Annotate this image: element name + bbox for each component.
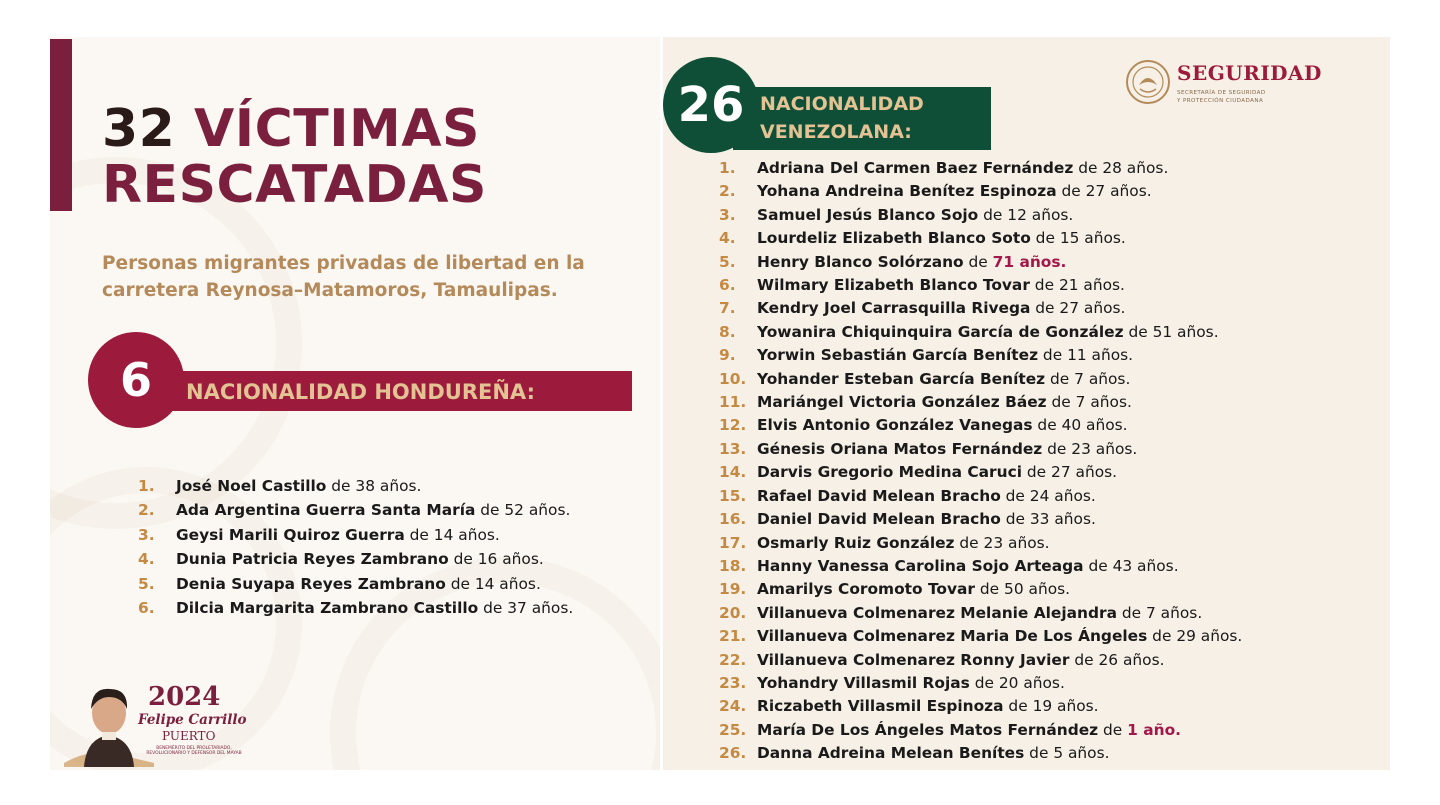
list-item bbox=[719, 344, 1242, 367]
victim-name: Adriana Del Carmen Baez Fernández bbox=[757, 159, 1074, 177]
list-item bbox=[719, 297, 1242, 320]
victim-age: 19 años bbox=[1032, 697, 1094, 716]
victim-name: Villanueva Colmenarez Maria De Los Ángeles bbox=[757, 627, 1148, 646]
item-number: 23. bbox=[719, 673, 747, 692]
logo-caption: BENEMÉRITO DEL PROLETARIADO, REVOLUCIONARIO Y DEFENSOR DEL MAYAB bbox=[146, 746, 242, 757]
list-item bbox=[719, 368, 1242, 391]
age-prefix: de bbox=[1032, 416, 1062, 435]
victim-name: Osmarly Ruiz González bbox=[757, 533, 955, 552]
victim-name: Hanny Vanessa Carolina Sojo Arteaga bbox=[757, 556, 1084, 575]
victim-name: Lourdeliz Elizabeth Blanco Soto bbox=[757, 229, 1031, 248]
victim-total-count: 32 bbox=[102, 99, 176, 159]
victim-age: 43 años bbox=[1112, 556, 1174, 575]
age-suffix: . bbox=[1122, 416, 1128, 435]
list-item bbox=[138, 474, 573, 498]
item-number: 6. bbox=[138, 599, 155, 618]
age-prefix: de bbox=[1022, 463, 1052, 482]
felipe-carrillo-puerto-logo bbox=[62, 677, 262, 767]
victim-name: Mariángel Victoria González Báez bbox=[757, 393, 1047, 412]
victim-name: Elvis Antonio González Vanegas bbox=[757, 416, 1033, 435]
right-panel bbox=[663, 37, 1390, 770]
age-prefix: de bbox=[445, 574, 475, 593]
age-suffix: . bbox=[1125, 369, 1131, 388]
victim-name: Geysi Marili Quiroz Guerra bbox=[176, 525, 405, 544]
age-suffix: . bbox=[1146, 182, 1152, 201]
age-prefix: de bbox=[1045, 369, 1075, 388]
title-accent-bar bbox=[50, 39, 72, 211]
item-number: 8. bbox=[719, 322, 736, 341]
victim-age: 26 años bbox=[1098, 650, 1160, 669]
victim-age: 16 años bbox=[477, 550, 539, 569]
list-item bbox=[138, 596, 573, 620]
victim-name: José Noel Castillo bbox=[176, 477, 327, 495]
honduras-victim-list bbox=[138, 474, 573, 620]
list-item bbox=[138, 523, 573, 547]
victim-age: 50 años bbox=[1004, 580, 1066, 599]
age-prefix: de bbox=[1024, 744, 1054, 763]
item-number: 4. bbox=[719, 229, 736, 248]
age-suffix: . bbox=[1120, 229, 1126, 248]
victim-name: Villanueva Colmenarez Ronny Javier bbox=[757, 650, 1070, 669]
age-suffix: . bbox=[1093, 697, 1099, 716]
list-item bbox=[719, 695, 1242, 718]
victim-name: Darvis Gregorio Medina Caruci bbox=[757, 463, 1022, 482]
victim-name: Wilmary Elizabeth Blanco Tovar bbox=[757, 276, 1030, 295]
left-panel bbox=[50, 37, 660, 770]
seguridad-logo-subtitle-2: Y PROTECCIÓN CIUDADANA bbox=[1177, 98, 1264, 104]
item-number: 4. bbox=[138, 550, 155, 569]
victim-name: Rafael David Melean Bracho bbox=[757, 486, 1001, 505]
victim-name: Ada Argentina Guerra Santa María bbox=[176, 501, 476, 520]
victim-age: 12 años bbox=[1007, 205, 1069, 224]
item-number: 5. bbox=[138, 574, 155, 593]
victim-age: 5 años bbox=[1053, 744, 1105, 763]
victim-age: 24 años bbox=[1029, 486, 1091, 505]
victim-name: Dilcia Margarita Zambrano Castillo bbox=[176, 599, 479, 618]
victim-age: 7 años bbox=[1075, 393, 1127, 412]
item-number: 6. bbox=[719, 276, 736, 295]
age-suffix: . bbox=[1060, 252, 1067, 271]
victim-age: 40 años bbox=[1061, 416, 1123, 435]
age-prefix: de bbox=[1073, 159, 1103, 177]
age-suffix: . bbox=[1104, 744, 1110, 763]
age-suffix: . bbox=[1090, 510, 1096, 529]
item-number: 16. bbox=[719, 510, 747, 529]
victim-age: 23 años bbox=[1071, 439, 1133, 458]
age-suffix: . bbox=[1132, 439, 1138, 458]
age-prefix: de bbox=[1038, 346, 1068, 365]
victim-age: 7 años bbox=[1074, 369, 1126, 388]
list-item bbox=[719, 321, 1242, 344]
age-suffix: . bbox=[1126, 393, 1132, 412]
age-prefix: de bbox=[1003, 697, 1033, 716]
victim-age: 20 años bbox=[998, 673, 1060, 692]
list-item bbox=[719, 157, 1242, 180]
item-number: 2. bbox=[138, 501, 155, 520]
victim-name: Denia Suyapa Reyes Zambrano bbox=[176, 574, 446, 593]
item-number: 13. bbox=[719, 439, 747, 458]
list-item bbox=[719, 649, 1242, 672]
venezuela-label-line1: NACIONALIDAD bbox=[760, 93, 924, 115]
list-item bbox=[719, 414, 1242, 437]
list-item bbox=[719, 274, 1242, 297]
victim-age: 71 años bbox=[992, 252, 1061, 271]
victim-name: Yowanira Chiquinquira García de González bbox=[757, 322, 1124, 341]
age-prefix: de bbox=[326, 477, 356, 495]
victim-name: Danna Adreina Melean Benítes bbox=[757, 744, 1025, 763]
item-number: 11. bbox=[719, 393, 747, 412]
item-number: 22. bbox=[719, 650, 747, 669]
victim-age: 27 años bbox=[1059, 299, 1121, 318]
logo-name-line1: Felipe Carrillo bbox=[138, 712, 247, 728]
age-prefix: de bbox=[1030, 229, 1060, 248]
age-suffix: . bbox=[1173, 556, 1179, 575]
item-number: 1. bbox=[138, 477, 155, 495]
age-prefix: de bbox=[969, 673, 999, 692]
age-prefix: de bbox=[1030, 299, 1060, 318]
age-prefix: de bbox=[475, 501, 505, 520]
age-prefix: de bbox=[1042, 439, 1072, 458]
item-number: 14. bbox=[719, 463, 747, 482]
age-prefix: de bbox=[1123, 322, 1153, 341]
victim-age: 11 años bbox=[1067, 346, 1129, 365]
age-prefix: de bbox=[1083, 556, 1113, 575]
victim-age: 38 años bbox=[355, 477, 417, 495]
list-item bbox=[138, 547, 573, 571]
item-number: 9. bbox=[719, 346, 736, 365]
item-number: 17. bbox=[719, 533, 747, 552]
item-number: 24. bbox=[719, 697, 747, 716]
victim-name: Villanueva Colmenarez Melanie Alejandra bbox=[757, 603, 1117, 622]
victim-age: 7 años bbox=[1146, 603, 1198, 622]
list-item bbox=[719, 227, 1242, 250]
list-item bbox=[719, 438, 1242, 461]
title-line2: RESCATADAS bbox=[102, 155, 487, 215]
list-item bbox=[719, 391, 1242, 414]
item-number: 3. bbox=[138, 525, 155, 544]
age-suffix: . bbox=[538, 550, 544, 569]
age-prefix: de bbox=[478, 599, 508, 618]
age-suffix: . bbox=[1044, 533, 1050, 552]
victim-name: Samuel Jesús Blanco Sojo bbox=[757, 205, 979, 224]
list-item bbox=[719, 672, 1242, 695]
item-number: 7. bbox=[719, 299, 736, 318]
victim-age: 27 años bbox=[1085, 182, 1147, 201]
age-suffix: . bbox=[1068, 205, 1074, 224]
logo-year: 2024 bbox=[148, 682, 221, 712]
honduras-count-badge: 6 bbox=[88, 332, 184, 428]
victim-name: Henry Blanco Solórzano bbox=[757, 252, 964, 271]
victim-name: Amarilys Coromoto Tovar bbox=[757, 580, 975, 599]
age-suffix: . bbox=[565, 501, 571, 520]
item-number: 18. bbox=[719, 556, 747, 575]
item-number: 10. bbox=[719, 369, 747, 388]
list-item bbox=[719, 251, 1242, 274]
honduras-nationality-label: NACIONALIDAD HONDUREÑA: bbox=[186, 380, 535, 404]
age-prefix: de bbox=[404, 525, 434, 544]
age-suffix: . bbox=[1163, 159, 1169, 177]
age-suffix: . bbox=[1112, 463, 1118, 482]
age-prefix: de bbox=[1098, 720, 1128, 739]
victim-age: 51 años bbox=[1152, 322, 1214, 341]
item-number: 2. bbox=[719, 182, 736, 201]
age-suffix: . bbox=[416, 477, 422, 495]
victim-age: 14 años bbox=[433, 525, 495, 544]
victim-name: Yohander Esteban García Benítez bbox=[757, 369, 1046, 388]
victim-age: 28 años bbox=[1102, 159, 1164, 177]
item-number: 1. bbox=[719, 159, 736, 177]
victim-age: 23 años bbox=[983, 533, 1045, 552]
venezuela-victim-list bbox=[719, 157, 1242, 766]
subtitle: Personas migrantes privadas de libertad en la carretera Reynosa–Matamoros, Tamaulipas. bbox=[102, 253, 585, 301]
age-suffix: . bbox=[1090, 486, 1096, 505]
age-prefix: de bbox=[1116, 603, 1146, 622]
item-number: 20. bbox=[719, 603, 747, 622]
age-prefix: de bbox=[1000, 510, 1030, 529]
list-item bbox=[719, 204, 1242, 227]
age-suffix: . bbox=[535, 574, 541, 593]
title-line1: VÍCTIMAS bbox=[175, 99, 480, 159]
age-suffix: . bbox=[1175, 720, 1181, 739]
item-number: 21. bbox=[719, 627, 747, 646]
victim-age: 37 años bbox=[507, 599, 569, 618]
age-suffix: . bbox=[1120, 299, 1126, 318]
age-prefix: de bbox=[975, 580, 1005, 599]
list-item bbox=[719, 180, 1242, 203]
list-item bbox=[719, 461, 1242, 484]
venezuela-label-line2: VENEZOLANA: bbox=[760, 121, 912, 143]
list-item bbox=[719, 578, 1242, 601]
age-suffix: . bbox=[1197, 603, 1203, 622]
age-prefix: de bbox=[1029, 276, 1059, 295]
victim-age: 52 años bbox=[504, 501, 566, 520]
list-item bbox=[719, 625, 1242, 648]
victim-age: 21 años bbox=[1058, 276, 1121, 295]
item-number: 15. bbox=[719, 486, 747, 505]
venezuela-nationality-label bbox=[760, 90, 924, 146]
victim-age: 15 años bbox=[1059, 229, 1121, 248]
victim-name: Yohandry Villasmil Rojas bbox=[757, 673, 970, 692]
age-prefix: de bbox=[1147, 627, 1177, 646]
age-prefix: de bbox=[1046, 393, 1076, 412]
list-item bbox=[719, 532, 1242, 555]
item-number: 26. bbox=[719, 744, 747, 763]
age-suffix: . bbox=[1213, 322, 1219, 341]
list-item bbox=[719, 555, 1242, 578]
age-prefix: de bbox=[1069, 650, 1099, 669]
list-item bbox=[719, 719, 1242, 742]
page-title bbox=[102, 101, 487, 213]
venezuela-count-badge: 26 bbox=[663, 57, 759, 153]
victim-name: Yorwin Sebastián García Benítez bbox=[757, 346, 1039, 365]
age-prefix: de bbox=[448, 550, 478, 569]
age-prefix: de bbox=[1000, 486, 1030, 505]
age-prefix: de bbox=[954, 533, 984, 552]
age-suffix: . bbox=[1128, 346, 1134, 365]
victim-age: 33 años bbox=[1029, 510, 1091, 529]
victim-age: 29 años bbox=[1176, 627, 1238, 646]
age-suffix: . bbox=[1059, 673, 1065, 692]
age-suffix: . bbox=[568, 599, 574, 618]
victim-name: Daniel David Melean Bracho bbox=[757, 510, 1001, 529]
seguridad-logo-subtitle-1: SECRETARÍA DE SEGURIDAD bbox=[1177, 90, 1266, 96]
victim-age: 14 años bbox=[474, 574, 536, 593]
age-suffix: . bbox=[1159, 650, 1165, 669]
list-item bbox=[719, 485, 1242, 508]
list-item bbox=[719, 742, 1242, 765]
item-number: 3. bbox=[719, 205, 736, 224]
list-item bbox=[138, 572, 573, 596]
victim-name: Riczabeth Villasmil Espinoza bbox=[757, 697, 1004, 716]
list-item bbox=[719, 508, 1242, 531]
age-suffix: . bbox=[494, 525, 500, 544]
seguridad-logo bbox=[1125, 59, 1355, 109]
logo-name-line2: PUERTO bbox=[162, 729, 216, 743]
victim-name: Kendry Joel Carrasquilla Rivega bbox=[757, 299, 1031, 318]
national-seal-icon bbox=[1125, 59, 1171, 105]
age-suffix: . bbox=[1065, 580, 1071, 599]
item-number: 25. bbox=[719, 720, 747, 739]
age-prefix: de bbox=[1056, 182, 1086, 201]
list-item bbox=[138, 498, 573, 522]
age-suffix: . bbox=[1237, 627, 1243, 646]
victim-name: Dunia Patricia Reyes Zambrano bbox=[176, 550, 449, 569]
item-number: 5. bbox=[719, 252, 736, 271]
age-prefix: de bbox=[963, 252, 993, 271]
age-suffix: . bbox=[1120, 276, 1125, 295]
victim-name: Génesis Oriana Matos Fernández bbox=[757, 439, 1043, 458]
victim-age: 1 año bbox=[1127, 720, 1176, 739]
item-number: 12. bbox=[719, 416, 747, 435]
age-prefix: de bbox=[978, 205, 1008, 224]
victim-name: Yohana Andreina Benítez Espinoza bbox=[757, 182, 1057, 201]
victim-name: María De Los Ángeles Matos Fernández bbox=[757, 720, 1099, 739]
list-item bbox=[719, 602, 1242, 625]
seguridad-logo-name: SEGURIDAD bbox=[1177, 61, 1322, 85]
victim-age: 27 años bbox=[1051, 463, 1113, 482]
item-number: 19. bbox=[719, 580, 747, 599]
